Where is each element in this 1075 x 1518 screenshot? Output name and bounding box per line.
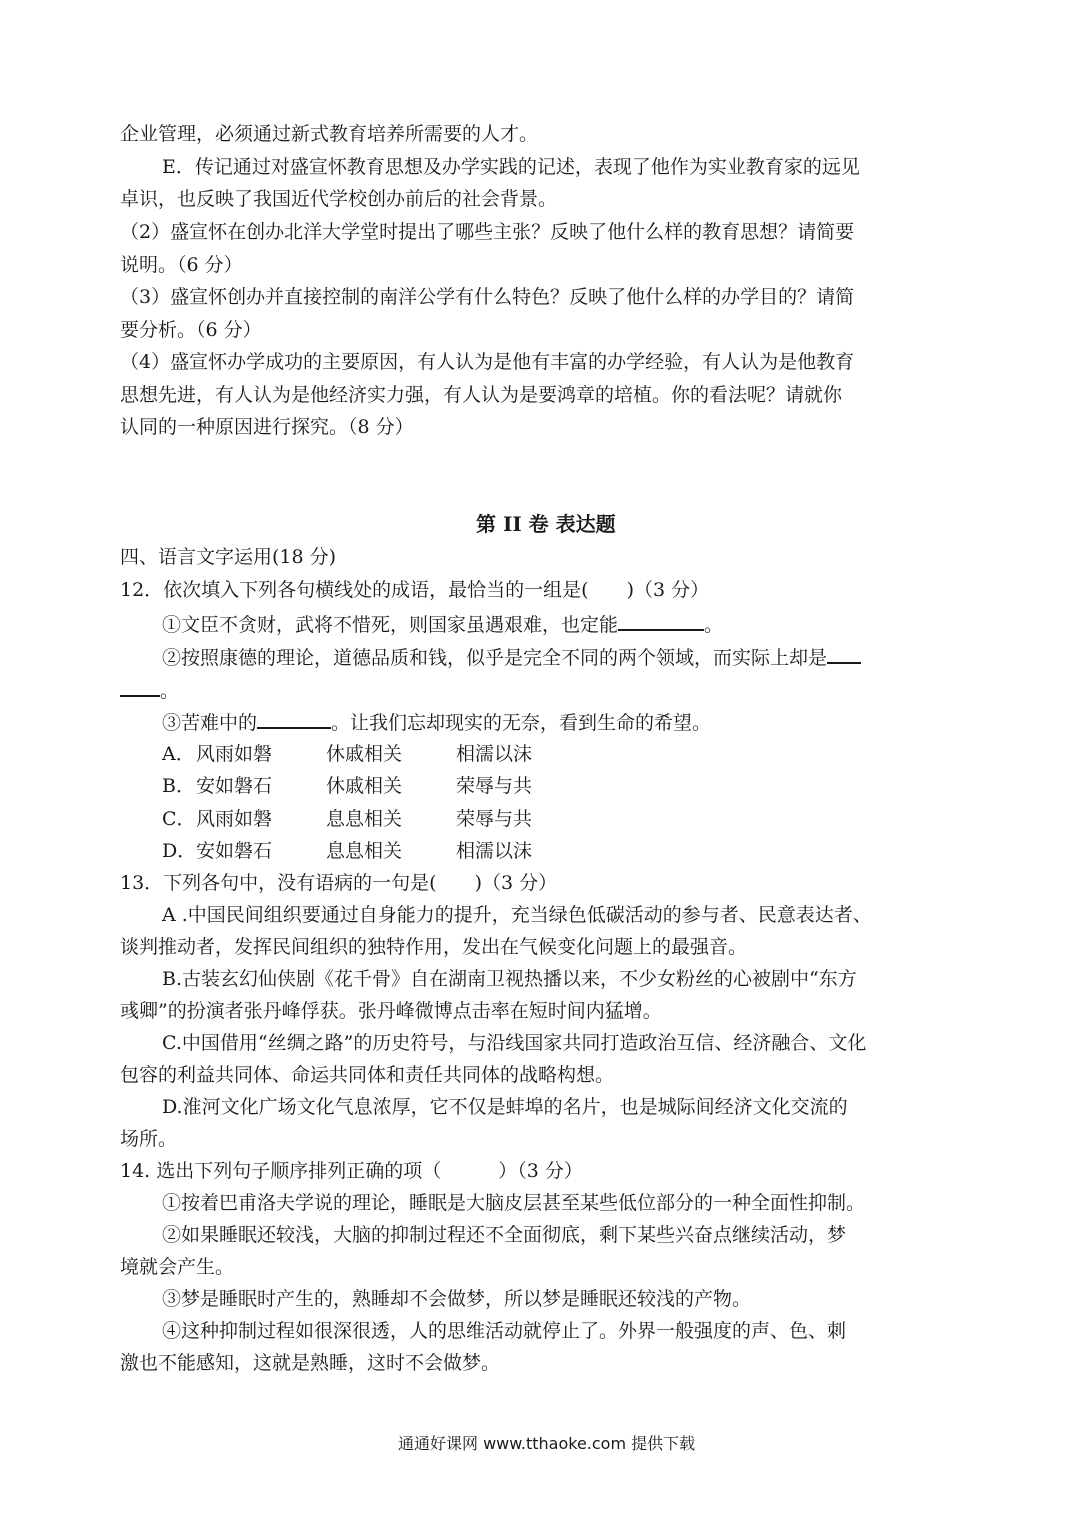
option-label: B． [162,775,195,797]
q11-sub4-line2: 思想先进，有人认为是他经济实力强，有人认为是要鸿章的培植。你的看法呢？请就你 [120,384,843,406]
q11-sub3-line2: 要分析。（6 分） [120,319,262,341]
q11-sub2-line2: 说明。（6 分） [120,254,243,276]
fill-blank-2b [120,677,160,697]
q13-option-a-line2: 谈判推动者，发挥民间组织的独特作用，发出在气候变化问题上的最强音。 [120,936,748,958]
q12-sentence-2-text: ②按照康德的理论，道德品质和钱，似乎是完全不同的两个领域，而实际上却是 [162,647,828,669]
q11-sub4-line3: 认同的一种原因进行探究。（8 分） [120,416,414,438]
option-idiom-1: 风雨如磐 [196,808,273,830]
q13-option-c-line1: C.中国借用“丝绸之路”的历史符号，与沿线国家共同打造政治互信、经济融合、文化 [162,1032,867,1054]
page-footer: 通通好课网 www.tthaoke.com 提供下载 [398,1434,696,1453]
option-idiom-3: 荣辱与共 [456,775,533,797]
q12-sentence-2-cont [120,677,179,703]
section-title: 第 II 卷 表达题 [476,512,616,536]
q11-sub3-line1: （3）盛宣怀创办并直接控制的南洋公学有什么特色？反映了他什么样的办学目的？请简 [120,286,855,308]
q13-option-d-line2: 场所。 [120,1128,178,1150]
q13-option-c-line2: 包容的利益共同体、命运共同体和责任共同体的战略构想。 [120,1064,615,1086]
q12-option-d [162,839,532,863]
option-label: C． [162,808,196,830]
q12-sentence-2-end: 。 [160,680,180,702]
section-part-heading: 四、语言文字运用(18 分) [120,546,337,568]
q12-sentence-3-end: 。让我们忘却现实的无奈，看到生命的希望。 [331,712,712,734]
fill-blank-2a [827,644,861,664]
q13-option-d-line1: D.淮河文化广场文化气息浓厚，它不仅是蚌埠的名片，也是城际间经济文化交流的 [162,1096,848,1118]
q13-stem: 13．下列各句中，没有语病的一句是( )（3 分） [120,872,558,894]
q12-option-a [162,742,532,766]
q14-sentence-4-line1: ④这种抑制过程如很深很透，人的思维活动就停止了。外界一般强度的声、色、刺 [162,1320,847,1342]
q11-sub4-line1: （4）盛宣怀办学成功的主要原因，有人认为是他有丰富的办学经验，有人认为是他教育 [120,351,855,373]
q11-option-e-line1: E．传记通过对盛宣怀教育思想及办学实践的记述，表现了他作为实业教育家的远见 [162,156,860,178]
q14-sentence-2-line2: 境就会产生。 [120,1256,235,1278]
q14-stem: 14. 选出下列句子顺序排列正确的项（ ）（3 分） [120,1160,583,1182]
fill-blank-1 [618,611,704,631]
q13-option-b-line2: 彧卿”的扮演者张丹峰俘获。张丹峰微博点击率在短时间内猛增。 [120,1000,662,1022]
option-idiom-2: 息息相关 [326,808,403,830]
q12-option-b [162,774,532,798]
q11-sub2-line1: （2）盛宣怀在创办北洋大学堂时提出了哪些主张？反映了他什么样的教育思想？请简要 [120,221,855,243]
q12-sentence-1 [162,611,723,637]
q12-stem: 12．依次填入下列各句横线处的成语，最恰当的一组是( )（3 分） [120,579,710,601]
q11-option-e-line2: 卓识，也反映了我国近代学校创办前后的社会背景。 [120,188,558,210]
q12-sentence-1-text: ①文臣不贪财，武将不惜死，则国家虽遇艰难，也定能 [162,614,619,636]
option-idiom-2: 休戚相关 [326,743,403,765]
q14-sentence-4-line2: 激也不能感知，这就是熟睡，这时不会做梦。 [120,1352,501,1374]
option-idiom-3: 相濡以沫 [456,840,533,862]
q12-option-c [162,807,532,831]
q13-option-a-line1: A .中国民间组织要通过自身能力的提升，充当绿色低碳活动的参与者、民意表达者、 [162,904,872,926]
q12-sentence-3 [162,709,711,735]
option-idiom-1: 风雨如磐 [196,743,273,765]
q14-sentence-3: ③梦是睡眠时产生的，熟睡却不会做梦，所以梦是睡眠还较浅的产物。 [162,1288,752,1310]
option-idiom-1: 安如磐石 [196,775,273,797]
q14-sentence-2-line1: ②如果睡眠还较浅，大脑的抑制过程还不全面彻底，剩下某些兴奋点继续活动，梦 [162,1224,847,1246]
option-idiom-2: 息息相关 [326,840,403,862]
q12-sentence-2 [162,644,861,670]
option-idiom-3: 荣辱与共 [456,808,533,830]
q13-option-b-line1: B.古装玄幻仙侠剧《花千骨》自在湖南卫视热播以来，不少女粉丝的心被剧中“东方 [162,968,857,990]
q14-sentence-1: ①按着巴甫洛夫学说的理论，睡眠是大脑皮层甚至某些低位部分的一种全面性抑制。 [162,1192,866,1214]
option-idiom-2: 休戚相关 [326,775,403,797]
fill-blank-3 [257,709,331,729]
option-label: D． [162,840,197,862]
q11-text-line: 企业管理，必须通过新式教育培养所需要的人才。 [120,123,539,145]
option-label: A． [162,743,195,765]
q12-sentence-3-text: ③苦难中的 [162,712,258,734]
q12-sentence-1-end: 。 [704,614,724,636]
option-idiom-1: 安如磐石 [196,840,273,862]
option-idiom-3: 相濡以沫 [456,743,533,765]
